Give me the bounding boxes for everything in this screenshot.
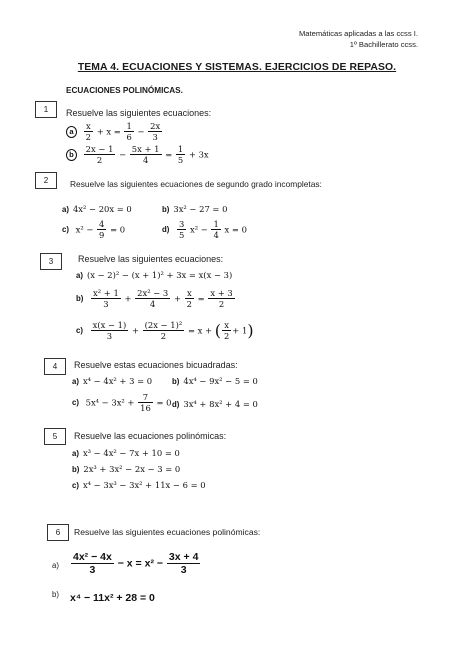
exercise-1b: b $\frac{2x - 1}{2}$ − $\frac{5x + 1}{4}$ = $\frac{1}{5}$ + 3x — [66, 144, 209, 165]
exercise-3c: c) $\frac{x(x - 1)}{3}$ + $\frac{\text{(2x − 1)²}}{2}$ = x + ( $\frac{x}{2}$ + 1) — [76, 320, 254, 341]
page-title: TEMA 4. ECUACIONES Y SISTEMAS. EJERCICIOS DE REPASO. — [77, 62, 397, 73]
exercise-6a: $\frac{\text{4x² − 4x}}{3}$ − x = x² − $\frac{3x + 4}{3}$ — [73, 551, 199, 576]
exercise-6-instruction: Resuelve las siguientes ecuaciones polinómicas: — [74, 527, 261, 537]
exercise-number-2: 2 — [35, 172, 57, 189]
item-label-b: b — [66, 149, 77, 161]
exercise-number-4: 4 — [44, 358, 66, 375]
exercise-2a: a) 4x² − 20x = 0 — [62, 204, 132, 214]
exercise-4d: d) 3x⁴ + 8x² + 4 = 0 — [172, 399, 258, 409]
exercise-6b-label: b) — [52, 590, 59, 599]
exercise-3a: a) (x − 2)² − (x + 1)² + 3x = x(x − 3) — [76, 270, 233, 280]
section-heading: ECUACIONES POLINÓMICAS. — [66, 86, 183, 95]
exercise-6b: x⁴ − 11x² + 28 = 0 — [70, 592, 155, 604]
exercise-2-instruction: Resuelve las siguientes ecuaciones de segundo grado incompletas: — [70, 179, 322, 189]
header-course-line: Matemáticas aplicadas a las ccss I. — [298, 29, 418, 38]
item-label-a: a — [66, 126, 77, 138]
exercise-2d: d) $\frac{3}{5}$ x² − $\frac{1}{4}$ x = 0 — [162, 219, 247, 240]
exercise-3-instruction: Resuelve las siguientes ecuaciones: — [78, 254, 224, 264]
exercise-3b: b) $\frac{\text{x² + 1}}{3}$ + $\frac{\text{2x² − 3}}{4}$ + $\frac{x}{2}$ = $\frac{x + 3}{2}$ — [76, 288, 233, 309]
exercise-2b: b) 3x² − 27 = 0 — [162, 204, 228, 214]
exercise-5b: b) 2x³ + 3x² − 2x − 3 = 0 — [72, 464, 181, 474]
exercise-2c: c) x² − $\frac{4}{9}$ = 0 — [62, 219, 126, 240]
exercise-4-instruction: Resuelve estas ecuaciones bicuadradas: — [74, 360, 238, 370]
exercise-number-3: 3 — [40, 253, 62, 270]
exercise-5c: c) x⁴ − 3x³ − 3x² + 11x − 6 = 0 — [72, 480, 206, 490]
exercise-number-5: 5 — [44, 428, 66, 445]
exercise-number-6: 6 — [47, 524, 69, 541]
exercise-5a: a) x³ − 4x² − 7x + 10 = 0 — [72, 448, 180, 458]
exercise-6a-label: a) — [52, 561, 59, 570]
exercise-4a: a) x⁴ − 4x² + 3 = 0 — [72, 376, 153, 386]
exercise-1a: a $\frac{x}{2}$ + x = $\frac{1}{6}$ − $\frac{2x}{3}$ — [66, 121, 163, 142]
exercise-4c: c) 5x⁴ − 3x² + $\frac{7}{16}$ = 0 — [72, 392, 172, 413]
exercise-number-1: 1 — [35, 101, 57, 118]
exercise-5-instruction: Resuelve las ecuaciones polinómicas: — [74, 431, 227, 441]
exercise-1-instruction: Resuelve las siguientes ecuaciones: — [66, 108, 212, 118]
exercise-4b: b) 4x⁴ − 9x² − 5 = 0 — [172, 376, 258, 386]
header-level-line: 1º Bachillerato ccss. — [349, 40, 418, 49]
